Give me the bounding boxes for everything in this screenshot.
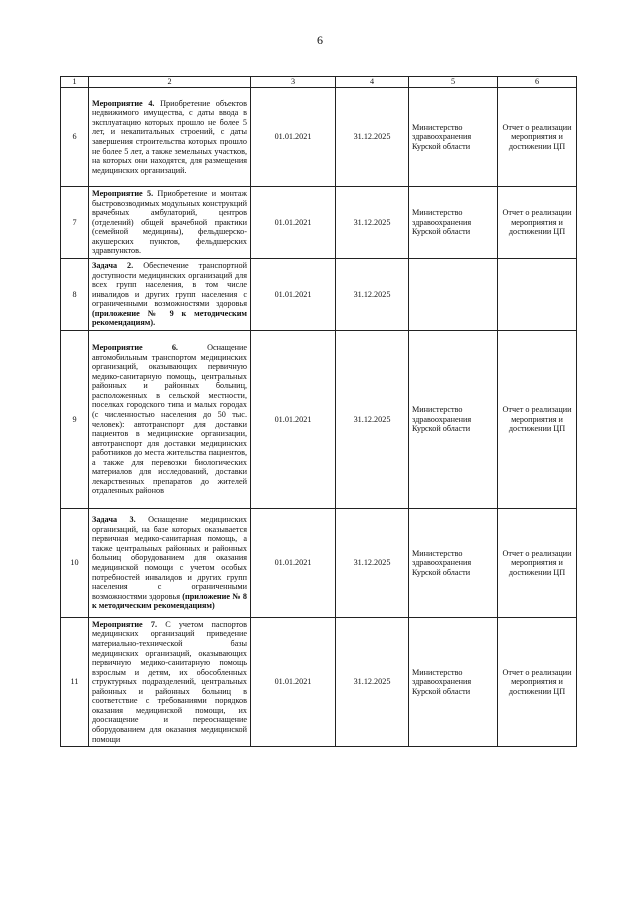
measure-text-bold: (приложение № 8 к методическим рекомендациям)	[92, 591, 247, 611]
table-header-row	[61, 77, 577, 88]
measure-text: Приобретение объектов недвижимого имущества, с даты ввода в эксплуатацию которых прошло не более 5 лет, и некапитальных строений, с даты завершения строительства которых прошло не более 5 лет, а также земельных участков, на которых они находятся, для размещения медицинских организаций.	[92, 98, 247, 175]
executor: Министерство здравоохранения Курской области	[409, 88, 498, 187]
measure-title: Мероприятие 7.	[92, 619, 158, 629]
end-date: 31.12.2025	[336, 331, 409, 509]
measure-text-bold: (приложение № 9 к методическим рекомендациям).	[92, 308, 247, 328]
executor: Министерство здравоохранения Курской области	[409, 331, 498, 509]
expected-result: Отчет о реализации мероприятия и достижении ЦП	[498, 509, 577, 618]
end-date: 31.12.2025	[336, 259, 409, 331]
executor: Министерство здравоохранения Курской области	[409, 509, 498, 618]
measure-description	[89, 88, 251, 187]
end-date: 31.12.2025	[336, 187, 409, 259]
executor	[409, 259, 498, 331]
table-row	[61, 331, 577, 509]
table-row	[61, 618, 577, 747]
executor: Министерство здравоохранения Курской области	[409, 187, 498, 259]
measure-text: С учетом паспортов медицинских организаций приведение материально-технической базы медицинских организаций, оказывающих первичную медико-санитарную помощь взрослым и детям, их обособленных структурных подразделений, центральных районных и районных больниц в соответствие с требованиями порядков оказания медицинской помощи, их дооснащение и переоснащение оборудованием для оказания медицинской помощи	[92, 619, 247, 744]
end-date: 31.12.2025	[336, 509, 409, 618]
measure-title: Задача 2.	[92, 261, 134, 271]
measure-description	[89, 509, 251, 618]
table-row	[61, 509, 577, 618]
start-date: 01.01.2021	[251, 618, 336, 747]
row-number: 6	[61, 88, 89, 187]
measure-text: Приобретение и монтаж быстровозводимых модульных конструкций врачебных амбулаторий, центров (отделений) общей врачебной практики (семейной медицины), фельдшерско-акушерских пунктов, фельдшерских здравпунктов.	[92, 189, 247, 256]
row-number: 9	[61, 331, 89, 509]
column-header: 5	[409, 77, 498, 88]
end-date: 31.12.2025	[336, 618, 409, 747]
column-header: 2	[89, 77, 251, 88]
measure-description	[89, 259, 251, 331]
expected-result: Отчет о реализации мероприятия и достижении ЦП	[498, 331, 577, 509]
measure-title: Мероприятие 4.	[92, 98, 155, 108]
row-number: 10	[61, 509, 89, 618]
expected-result: Отчет о реализации мероприятия и достижении ЦП	[498, 88, 577, 187]
page-number: 6	[317, 33, 323, 47]
row-number: 11	[61, 618, 89, 747]
expected-result	[498, 259, 577, 331]
table-row	[61, 259, 577, 331]
expected-result: Отчет о реализации мероприятия и достижении ЦП	[498, 618, 577, 747]
start-date: 01.01.2021	[251, 88, 336, 187]
start-date: 01.01.2021	[251, 259, 336, 331]
column-header: 3	[251, 77, 336, 88]
start-date: 01.01.2021	[251, 509, 336, 618]
measure-description	[89, 187, 251, 259]
row-number: 8	[61, 259, 89, 331]
table-row	[61, 88, 577, 187]
table-row	[61, 187, 577, 259]
measure-title: Задача 3.	[92, 515, 136, 525]
measure-text: Оснащение автомобильным транспортом медицинских организаций, оказывающих первичную медико-санитарную помощь, центральных районных и районных больниц, расположенных в сельской местности, поселках городского типа и малых городах (с численностью населения до 50 тыс. человек): автотранспорт для доставки пациентов в медицинские организации, автотранспорт для доставки медицинских работников до места жительства пациентов, а также для перевозки биологических материалов для исследований, доставки лекарственных препаратов до жителей отдаленных районов	[92, 343, 247, 496]
expected-result: Отчет о реализации мероприятия и достижении ЦП	[498, 187, 577, 259]
start-date: 01.01.2021	[251, 331, 336, 509]
measures-table	[60, 76, 577, 747]
executor: Министерство здравоохранения Курской области	[409, 618, 498, 747]
measure-text: Обеспечение транспортной доступности медицинских организаций для всех групп населения, в том числе инвалидов и других групп населения с ограниченными возможностями здоровья	[92, 261, 247, 309]
row-number: 7	[61, 187, 89, 259]
start-date: 01.01.2021	[251, 187, 336, 259]
measure-description	[89, 331, 251, 509]
end-date: 31.12.2025	[336, 88, 409, 187]
column-header: 6	[498, 77, 577, 88]
column-header: 1	[61, 77, 89, 88]
column-header: 4	[336, 77, 409, 88]
measure-text: Оснащение медицинских организаций, на базе которых оказывается первичная медико-санитарная помощь, а также центральных районных и районных больниц оборудованием для оказания медицинской помощи с учетом особых потребностей инвалидов и других групп населения с ограниченными возможностями здоровья	[92, 515, 247, 601]
measure-title: Мероприятие 6.	[92, 343, 178, 353]
measure-description	[89, 618, 251, 747]
measure-title: Мероприятие 5.	[92, 189, 154, 199]
